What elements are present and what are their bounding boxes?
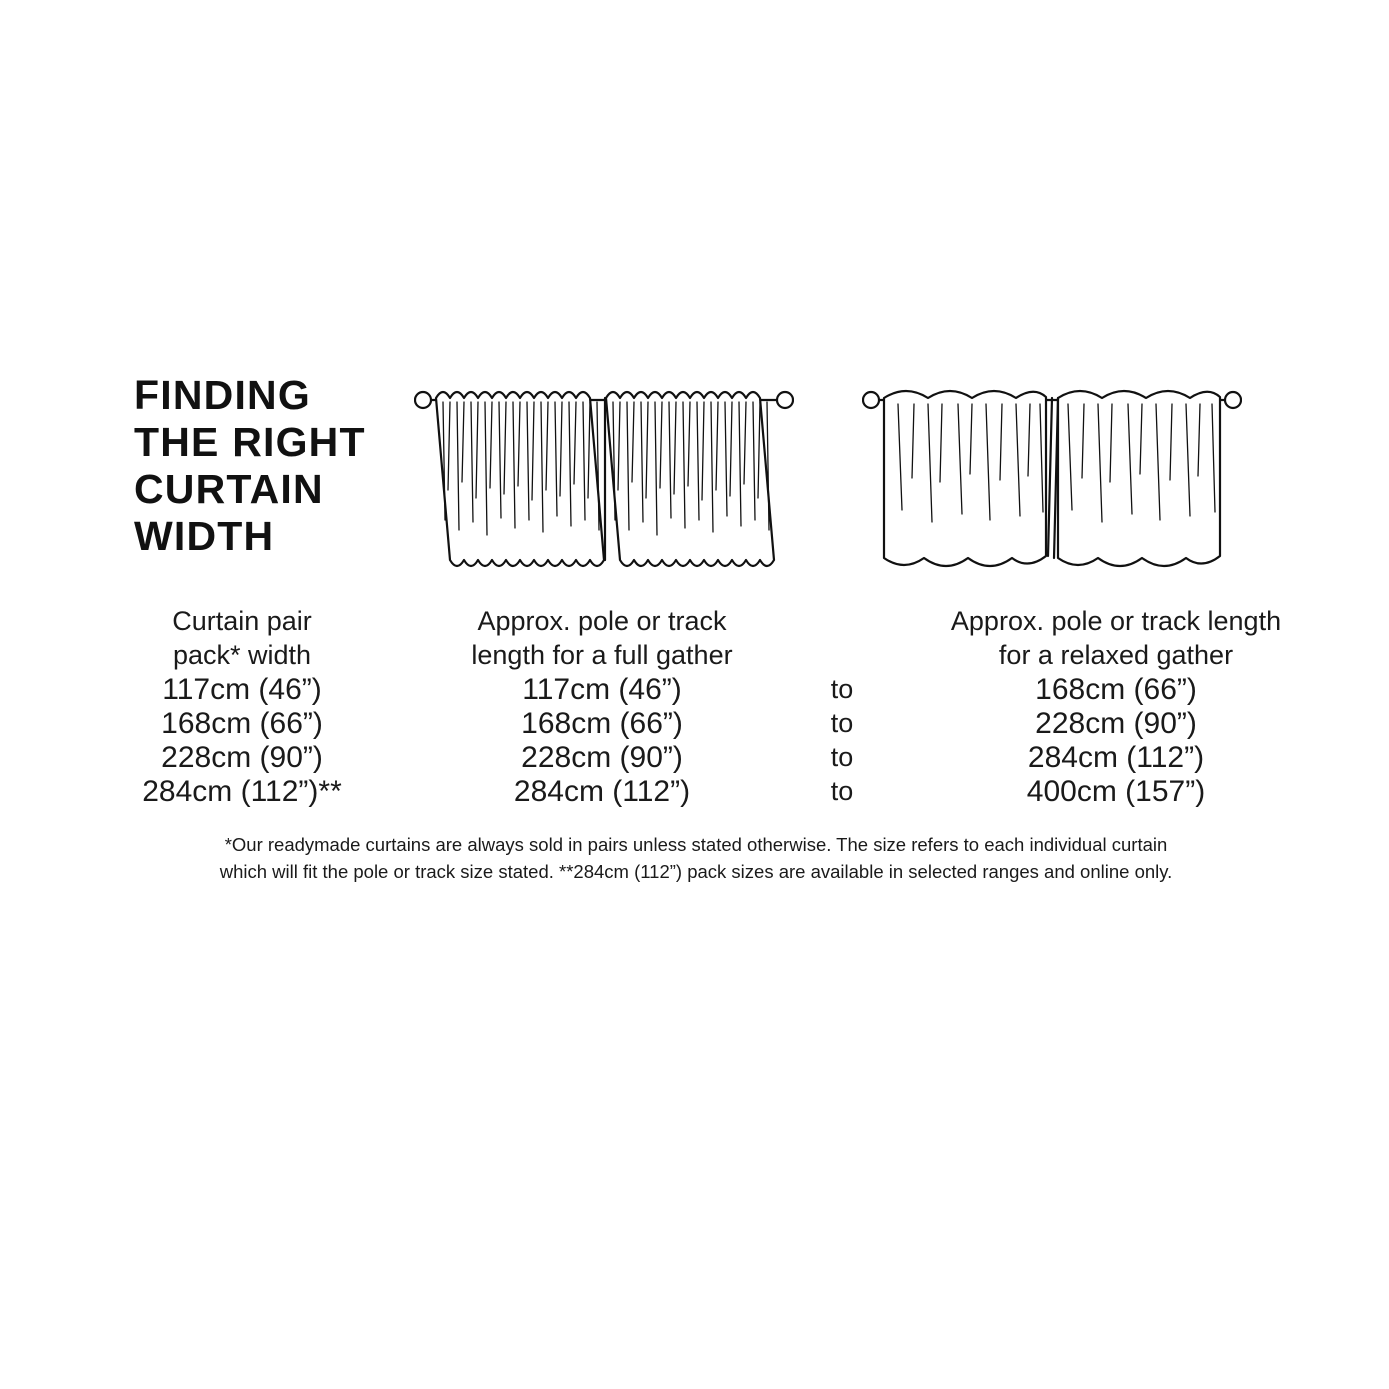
cell-pack-width: 117cm (46”) (162, 672, 322, 706)
curtain-width-table (62, 605, 1330, 809)
header-row (62, 360, 1330, 605)
footnote-line-2: which will fit the pole or track size stated. **284cm (112”) pack sizes are available in selected ranges and online only. (219, 861, 1173, 883)
cell-pack-width: 228cm (90”) (161, 740, 323, 774)
cell-relaxed-gather: 228cm (90”) (1035, 706, 1197, 740)
illustrations-group (392, 360, 1330, 585)
column-header-full-gather-line2: length for a full gather (471, 639, 733, 670)
table-header-row (62, 605, 1330, 673)
cell-pack-width: 168cm (66”) (161, 706, 323, 740)
page-title (62, 360, 392, 561)
cell-pack-width: 284cm (112”)** (142, 774, 342, 808)
column-header-relaxed-gather-line2: for a relaxed gather (998, 639, 1234, 670)
column-header-full-gather (422, 605, 782, 673)
column-header-full-gather-line1: Approx. pole or track (477, 606, 727, 636)
column-header-gather-lengths (422, 605, 1330, 673)
cell-relaxed-gather: 284cm (112”) (1027, 740, 1205, 774)
table-row (62, 741, 1330, 775)
column-header-pack-width-line1: Curtain pair (172, 606, 312, 636)
cell-connector: to (830, 742, 854, 772)
table-row (62, 673, 1330, 707)
cell-connector: to (830, 708, 854, 738)
cell-full-gather: 228cm (90”) (521, 740, 683, 774)
footnote-line-1: *Our readymade curtains are always sold in pairs unless stated otherwise. The size refers to each individual curtain (224, 833, 1168, 855)
column-header-spacer (782, 605, 902, 673)
cell-relaxed-gather: 400cm (157”) (1026, 774, 1206, 808)
page-title-line-4: WIDTH (134, 513, 275, 560)
relaxed-gather-curtain-illustration (862, 370, 1242, 585)
cell-connector: to (830, 674, 854, 704)
page-title-line-1: FINDING (134, 372, 311, 418)
cell-full-gather: 168cm (66”) (521, 706, 683, 740)
page-title-line-3: CURTAIN (134, 466, 324, 513)
table-row (62, 775, 1330, 809)
cell-connector: to (830, 776, 854, 806)
cell-relaxed-gather: 168cm (66”) (1035, 672, 1197, 706)
column-header-relaxed-gather (902, 605, 1330, 673)
table-row (62, 707, 1330, 741)
infographic-content (62, 360, 1330, 886)
cell-full-gather: 284cm (112”) (513, 774, 691, 808)
column-header-pack-width-line2: pack* width (172, 639, 312, 670)
footnote (62, 831, 1330, 887)
page-title-line-2: THE RIGHT (134, 419, 366, 466)
cell-full-gather: 117cm (46”) (522, 672, 682, 706)
column-header-relaxed-gather-line1: Approx. pole or track length (950, 606, 1282, 636)
column-header-pack-width (62, 605, 422, 673)
full-gather-curtain-illustration (414, 370, 794, 585)
